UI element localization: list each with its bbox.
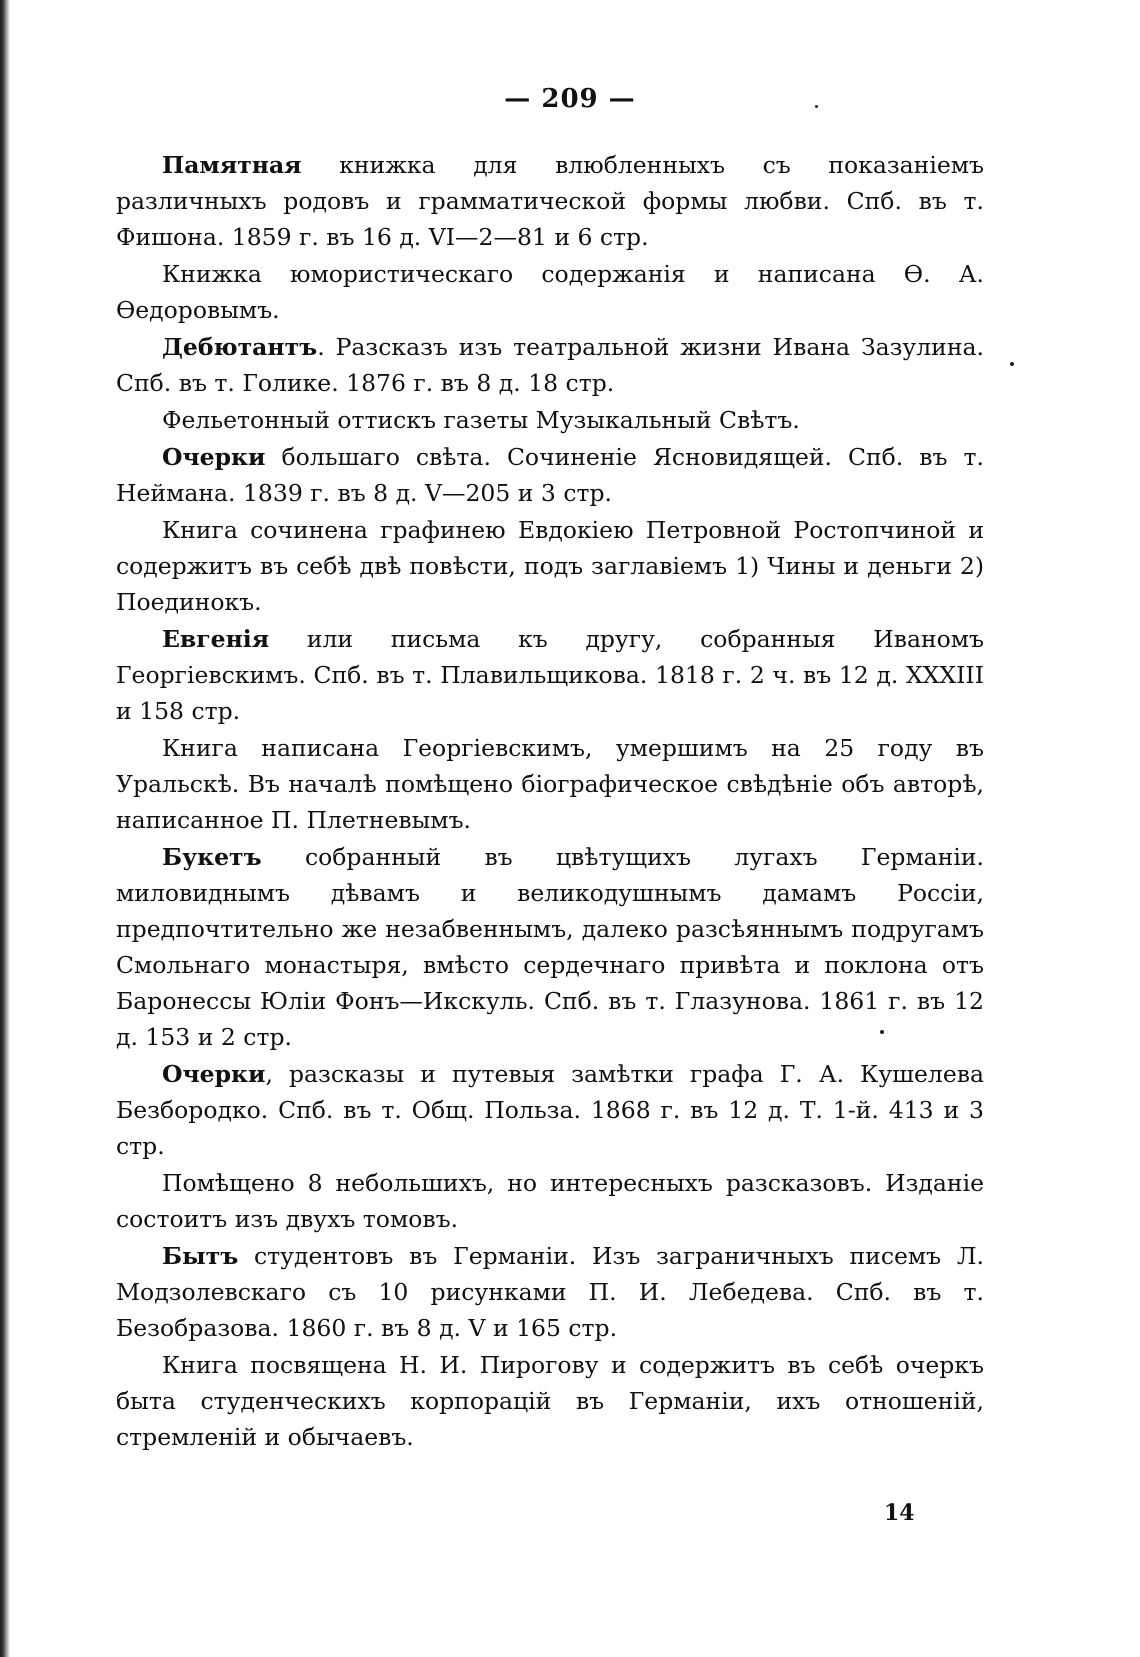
bibliography-entry	[116, 839, 984, 1055]
entry-text: или письма къ другу, собранныя Иваномъ Георгіевскимъ. Спб. въ т. Плавильщикова. 1818 г. 2 ч. въ 12 д. XXXIII и 158 стр.	[116, 625, 984, 725]
entry-text: . Разсказъ изъ театральной жизни Ивана Зазулина. Спб. въ т. Голике. 1876 г. въ 8 д. 18 стр.	[116, 333, 984, 397]
bibliography-entry	[116, 329, 984, 401]
entry-keyword: Очерки	[162, 443, 266, 471]
entry-keyword: Дебютантъ	[162, 333, 318, 361]
bibliography-entry	[116, 621, 984, 729]
scan-edge-shadow	[0, 0, 14, 1657]
bibliography-entry	[116, 439, 984, 511]
entry-text: , разсказы и путевыя замѣтки графа Г. А. Кушелева Безбородко. Спб. въ т. Общ. Польза. 1868 г. въ 12 д. Т. 1-й. 413 и 3 стр.	[116, 1060, 984, 1160]
annotation-text: Книга посвящена Н. И. Пирогову и содержитъ въ себѣ очеркъ быта студенческихъ корпорацій въ Германіи, ихъ отношеній, стремленій и обычаевъ.	[116, 1351, 984, 1451]
annotation-paragraph	[116, 1347, 984, 1455]
annotation-text: Книга написана Георгіевскимъ, умершимъ на 25 году въ Уральскѣ. Въ началѣ помѣщено біографическое свѣдѣніе объ авторѣ, написанное П. Плетневымъ.	[116, 734, 984, 834]
scan-speck	[1010, 362, 1014, 366]
entry-text: собранный въ цвѣтущихъ лугахъ Германіи. миловиднымъ дѣвамъ и великодушнымъ дамамъ Россіи, предпочтительно же незабвеннымъ, далеко разсѣяннымъ подругамъ Смольнаго монастыря, вмѣсто сердечнаго привѣта и поклона отъ Баронессы Юліи Фонъ—Икскуль. Спб. въ т. Глазунова. 1861 г. въ 12 д. 153 и 2 стр.	[116, 843, 984, 1051]
annotation-paragraph	[116, 512, 984, 620]
entry-keyword: Памятная	[162, 151, 302, 179]
annotation-text: Книга сочинена графинею Евдокіею Петровной Ростопчиной и содержитъ въ себѣ двѣ повѣсти, подъ заглавіемъ 1) Чины и деньги 2) Поединокъ.	[116, 516, 984, 616]
entry-text: большаго свѣта. Сочиненіе Ясновидящей. Спб. въ т. Неймана. 1839 г. въ 8 д. V—205 и 3 стр.	[116, 443, 984, 507]
annotation-text: Помѣщено 8 небольшихъ, но интересныхъ разсказовъ. Изданіе состоитъ изъ двухъ томовъ.	[116, 1169, 984, 1233]
page-number: — 209 —	[504, 84, 636, 114]
scan-speck	[815, 105, 818, 108]
text-body	[116, 146, 984, 1455]
bibliography-entry	[116, 147, 984, 255]
annotation-paragraph	[116, 256, 984, 328]
scan-speck	[880, 1030, 884, 1034]
entry-keyword: Букетъ	[162, 843, 262, 871]
entry-text: книжка для влюбленныхъ съ показаніемъ различныхъ родовъ и грамматической формы любви. Спб. въ т. Фишона. 1859 г. въ 16 д. VI—2—81 и 6 стр.	[116, 151, 984, 251]
entry-text: студентовъ въ Германіи. Изъ заграничныхъ писемъ Л. Модзолевскаго съ 10 рисунками П. И. Лебедева. Спб. въ т. Безобразова. 1860 г. въ 8 д. V и 165 стр.	[116, 1242, 984, 1342]
entry-keyword: Очерки	[162, 1060, 266, 1088]
annotation-paragraph	[116, 1165, 984, 1237]
annotation-text: Книжка юмористическаго содержанія и написана Ѳ. А. Ѳедоровымъ.	[116, 260, 984, 324]
annotation-paragraph	[116, 402, 984, 438]
annotation-text: Фельетонный оттискъ газеты Музыкальный Свѣтъ.	[162, 406, 800, 434]
bibliography-entry	[116, 1238, 984, 1346]
bibliography-entry	[116, 1056, 984, 1164]
entry-keyword: Бытъ	[162, 1242, 239, 1270]
annotation-paragraph	[116, 730, 984, 838]
signature-mark: 14	[884, 1500, 915, 1526]
entry-keyword: Евгенія	[162, 625, 270, 653]
